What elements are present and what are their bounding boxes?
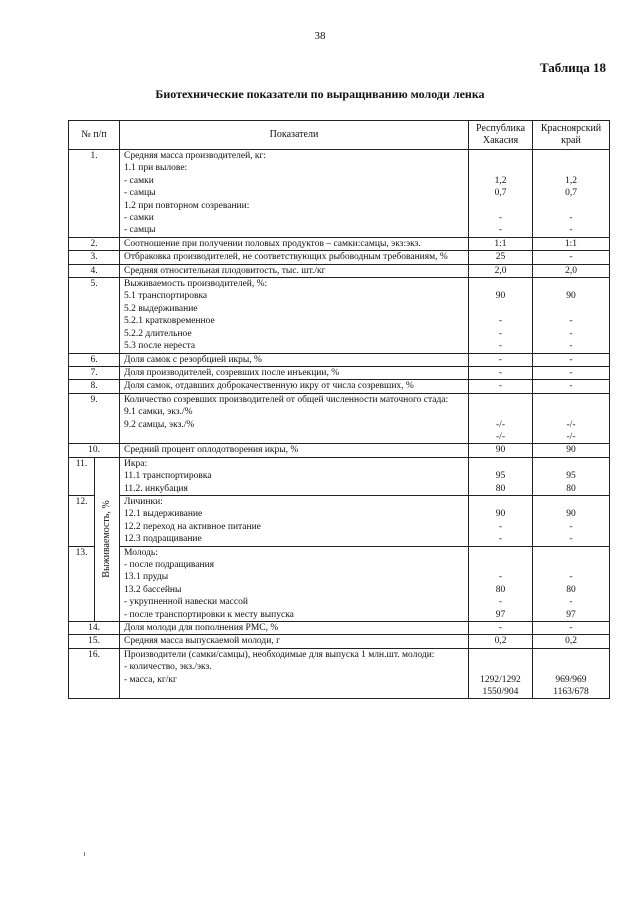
indicator-line: Молодь: xyxy=(124,547,158,558)
table-row xyxy=(69,366,610,379)
value-region-2 xyxy=(533,635,610,648)
value-region-1 xyxy=(469,622,533,635)
value-line: 0,7 xyxy=(565,188,577,199)
row-number: 14. xyxy=(69,622,120,635)
value-region-2 xyxy=(533,251,610,264)
indicator-line: 9.1 самки, экз./% xyxy=(124,407,193,418)
indicator-cell xyxy=(120,393,469,444)
indicator-line: 5.3 после нереста xyxy=(124,341,196,352)
value-region-1 xyxy=(469,251,533,264)
indicator-line: Отбраковка производителей, не соответствующих рыбоводным требованиям, % xyxy=(124,252,448,263)
indicator-cell xyxy=(120,495,469,546)
indicator-line: 12.2 переход на активное питание xyxy=(124,521,261,532)
table-title: Биотехнические показатели по выращиванию молоди ленка xyxy=(155,87,485,101)
indicator-cell xyxy=(120,251,469,264)
value-line: 25 xyxy=(495,252,506,263)
table-row xyxy=(69,150,610,238)
value-line xyxy=(534,303,608,315)
value-line: - xyxy=(498,534,503,545)
value-region-2 xyxy=(533,366,610,379)
row-number: 5. xyxy=(69,278,120,353)
value-region-1 xyxy=(469,237,533,250)
value-region-1 xyxy=(469,278,533,353)
value-line: 90 xyxy=(566,509,576,520)
survival-group-label-cell xyxy=(95,457,120,621)
value-line: 1,2 xyxy=(494,175,507,186)
indicator-line: Средний процент оплодотворения икры, % xyxy=(124,445,299,456)
indicator-line: Доля самок, отдавших доброкачественную икру от числа созревших, % xyxy=(124,381,414,392)
value-line: 90 xyxy=(495,291,506,302)
value-line: 0,2 xyxy=(494,636,507,647)
value-line: - xyxy=(498,212,503,223)
indicator-line: Личинки: xyxy=(124,496,163,507)
value-line: - xyxy=(498,328,503,339)
indicator-line: 12.1 выдерживание xyxy=(124,509,203,520)
value-line xyxy=(470,162,531,174)
indicator-line: Количество созревших производителей от общей численности маточного стада: xyxy=(124,394,449,405)
table-row xyxy=(69,648,610,699)
header-region-2: Красноярский край xyxy=(533,121,610,150)
row-number: 16. xyxy=(69,648,120,699)
table-row xyxy=(69,495,610,546)
value-region-1 xyxy=(469,393,533,444)
value-line xyxy=(534,661,608,673)
header-indicator: Показатели xyxy=(120,121,469,150)
value-line xyxy=(470,200,531,212)
value-line: 0,2 xyxy=(565,636,577,647)
value-line xyxy=(534,649,608,661)
value-line xyxy=(534,200,608,212)
table-body xyxy=(69,150,610,699)
value-line: -/- xyxy=(496,431,505,442)
indicator-line: Средняя относительная плодовитость, тыс. шт./кг xyxy=(124,265,326,276)
indicator-line: - после подращивания xyxy=(124,559,215,570)
value-line: - xyxy=(569,212,573,223)
indicator-line: 1.1 при вылове: xyxy=(124,163,188,174)
indicator-line: Икра: xyxy=(124,458,148,469)
indicator-line: Выживаемость производителей, %: xyxy=(124,279,268,290)
value-line: 1,2 xyxy=(565,175,577,186)
indicator-line: 1.2 при повторном созревании: xyxy=(124,200,250,211)
row-number: 13. xyxy=(69,546,95,621)
value-line: - xyxy=(498,597,503,608)
value-region-1 xyxy=(469,635,533,648)
value-line: 90 xyxy=(495,445,506,456)
table-row xyxy=(69,237,610,250)
value-region-1 xyxy=(469,150,533,238)
indicator-line: - масса, кг/кг xyxy=(124,674,177,685)
value-line xyxy=(534,547,608,559)
value-line: - xyxy=(569,252,573,263)
value-line: - xyxy=(569,534,573,545)
indicator-cell xyxy=(120,353,469,366)
indicator-line: - самки xyxy=(124,213,154,224)
value-region-2 xyxy=(533,278,610,353)
value-line: - xyxy=(569,341,573,352)
data-table-wrapper xyxy=(68,120,609,699)
value-line: - xyxy=(569,328,573,339)
value-region-1 xyxy=(469,495,533,546)
value-line xyxy=(534,406,608,418)
value-line: - xyxy=(569,225,573,236)
indicator-line: Соотношение при получении половых продуктов – самки:самцы, экз:экз. xyxy=(124,238,421,249)
indicator-cell xyxy=(120,264,469,277)
value-line: -/- xyxy=(496,419,505,430)
value-line: 90 xyxy=(566,445,576,456)
value-line: - xyxy=(569,367,573,378)
value-line xyxy=(470,661,531,673)
value-region-1 xyxy=(469,648,533,699)
value-region-2 xyxy=(533,150,610,238)
value-region-1 xyxy=(469,380,533,393)
row-number: 3. xyxy=(69,251,120,264)
row-number: 15. xyxy=(69,635,120,648)
indicator-line: Средняя масса выпускаемой молоди, г xyxy=(124,636,280,647)
value-line: 969/969 xyxy=(555,674,587,685)
row-number: 8. xyxy=(69,380,120,393)
value-line: 1:1 xyxy=(494,238,507,249)
indicator-line: Доля самок с резорбцией икры, % xyxy=(124,354,262,365)
indicator-line: 5.2 выдерживание xyxy=(124,303,198,314)
value-region-2 xyxy=(533,380,610,393)
scan-mark xyxy=(84,852,85,856)
indicator-line: 9.2 самцы, экз./% xyxy=(124,419,195,430)
indicator-line: Производители (самки/самцы), необходимые для выпуска 1 млн.шт. молоди: xyxy=(124,649,435,660)
row-number: 1. xyxy=(69,150,120,238)
value-region-1 xyxy=(469,444,533,457)
value-line: - xyxy=(569,354,573,365)
value-line xyxy=(534,162,608,174)
value-line: - xyxy=(569,381,573,392)
value-region-2 xyxy=(533,648,610,699)
row-number: 10. xyxy=(69,444,120,457)
value-line: 1163/678 xyxy=(553,687,589,697)
indicator-cell xyxy=(120,635,469,648)
indicator-line: 5.1 транспортировка xyxy=(124,291,208,302)
table-row xyxy=(69,353,610,366)
value-line xyxy=(470,278,531,290)
row-number: 12. xyxy=(69,495,95,546)
table-row xyxy=(69,444,610,457)
value-region-1 xyxy=(469,546,533,621)
value-region-1 xyxy=(469,457,533,495)
table-row xyxy=(69,546,610,621)
value-line: 1550/904 xyxy=(482,687,519,697)
value-line: 90 xyxy=(495,509,506,520)
value-line: - xyxy=(498,354,503,365)
value-region-2 xyxy=(533,546,610,621)
value-region-2 xyxy=(533,622,610,635)
value-region-2 xyxy=(533,457,610,495)
value-line xyxy=(470,547,531,559)
header-num: № п/п xyxy=(69,121,120,150)
value-line xyxy=(534,559,608,571)
table-row xyxy=(69,622,610,635)
indicator-line: 13.2 бассейны xyxy=(124,584,182,595)
value-line: - xyxy=(498,367,503,378)
indicator-line: 11.2. инкубация xyxy=(124,483,188,494)
indicator-line: 12.3 подращивание xyxy=(124,534,202,545)
value-line xyxy=(534,150,608,162)
indicator-cell xyxy=(120,546,469,621)
indicator-cell xyxy=(120,237,469,250)
value-line: - xyxy=(498,225,503,236)
indicator-line: - укрупненной навески массой xyxy=(124,597,248,608)
value-line: 2,0 xyxy=(565,265,577,276)
value-line xyxy=(470,150,531,162)
value-line: 80 xyxy=(495,584,506,595)
value-line xyxy=(534,458,608,470)
row-number: 7. xyxy=(69,366,120,379)
header-region-1: Республика Хакасия xyxy=(469,121,533,150)
indicator-line: 11.1 транспортировка xyxy=(124,471,212,482)
value-region-2 xyxy=(533,444,610,457)
value-line xyxy=(470,303,531,315)
value-line: 1292/1292 xyxy=(480,674,521,685)
value-line: -/- xyxy=(566,419,576,430)
value-region-2 xyxy=(533,353,610,366)
value-line xyxy=(534,496,608,508)
indicator-line: Средняя масса производителей, кг: xyxy=(124,151,267,161)
indicator-line: - самцы xyxy=(124,188,156,199)
value-line: - xyxy=(498,572,503,583)
value-line: 90 xyxy=(566,291,576,302)
indicator-cell xyxy=(120,278,469,353)
value-line: - xyxy=(498,521,503,532)
table-row xyxy=(69,380,610,393)
value-line: 95 xyxy=(495,471,506,482)
table-row xyxy=(69,457,610,495)
row-number: 9. xyxy=(69,393,120,444)
indicator-line: - после транспортировки к месту выпуска xyxy=(124,609,294,620)
survival-group-label: Выживаемость, % xyxy=(100,500,112,579)
value-line xyxy=(534,394,608,406)
value-line: 80 xyxy=(495,483,506,494)
value-line xyxy=(470,458,531,470)
indicator-cell xyxy=(120,622,469,635)
row-number: 4. xyxy=(69,264,120,277)
table-row xyxy=(69,264,610,277)
indicator-line: 5.2.1 кратковременное xyxy=(124,316,215,327)
indicator-line: 5.2.2 длительное xyxy=(124,328,192,339)
table-row xyxy=(69,635,610,648)
value-line: - xyxy=(498,316,503,327)
indicator-cell xyxy=(120,444,469,457)
indicator-cell xyxy=(120,150,469,238)
page-number: 38 xyxy=(314,30,326,42)
indicator-line: 13.1 пруды xyxy=(124,572,169,583)
value-line xyxy=(470,394,531,406)
value-line: 95 xyxy=(566,471,576,482)
value-line: 80 xyxy=(566,584,576,595)
table-row xyxy=(69,393,610,444)
value-line: - xyxy=(498,381,503,392)
row-number: 2. xyxy=(69,237,120,250)
value-line: - xyxy=(569,316,573,327)
value-line xyxy=(470,649,531,661)
value-line: 80 xyxy=(566,483,576,494)
value-line: - xyxy=(569,521,573,532)
value-line: - xyxy=(569,572,573,583)
value-line: - xyxy=(498,341,503,352)
value-line xyxy=(470,559,531,571)
value-line: 97 xyxy=(566,609,576,620)
table-row xyxy=(69,251,610,264)
value-line: 2,0 xyxy=(494,265,507,276)
value-region-1 xyxy=(469,353,533,366)
indicator-cell xyxy=(120,457,469,495)
row-number: 6. xyxy=(69,353,120,366)
value-line: 0,7 xyxy=(494,188,507,199)
value-region-2 xyxy=(533,264,610,277)
value-line: -/- xyxy=(566,431,576,442)
value-line: - xyxy=(498,623,503,633)
value-region-2 xyxy=(533,393,610,444)
value-line xyxy=(470,406,531,418)
value-line: - xyxy=(569,623,573,633)
value-region-1 xyxy=(469,264,533,277)
table-row xyxy=(69,278,610,353)
value-line: - xyxy=(569,597,573,608)
table-header-row xyxy=(69,121,610,150)
row-number: 11. xyxy=(69,457,95,495)
value-line: 97 xyxy=(495,609,506,620)
indicator-cell xyxy=(120,380,469,393)
value-region-2 xyxy=(533,237,610,250)
indicator-line: - самцы xyxy=(124,225,156,236)
biotech-table xyxy=(68,120,610,699)
indicator-line: - количество, экз./экз. xyxy=(124,662,212,673)
value-line xyxy=(534,278,608,290)
indicator-cell xyxy=(120,648,469,699)
indicator-line: Доля молоди для пополнения РМС, % xyxy=(124,623,279,633)
indicator-line: Доля производителей, созревших после инъекции, % xyxy=(124,367,340,378)
value-region-1 xyxy=(469,366,533,379)
table-label: Таблица 18 xyxy=(539,60,606,75)
value-line xyxy=(470,496,531,508)
value-region-2 xyxy=(533,495,610,546)
indicator-cell xyxy=(120,366,469,379)
value-line: 1:1 xyxy=(564,238,578,249)
indicator-line: - самки xyxy=(124,175,154,186)
